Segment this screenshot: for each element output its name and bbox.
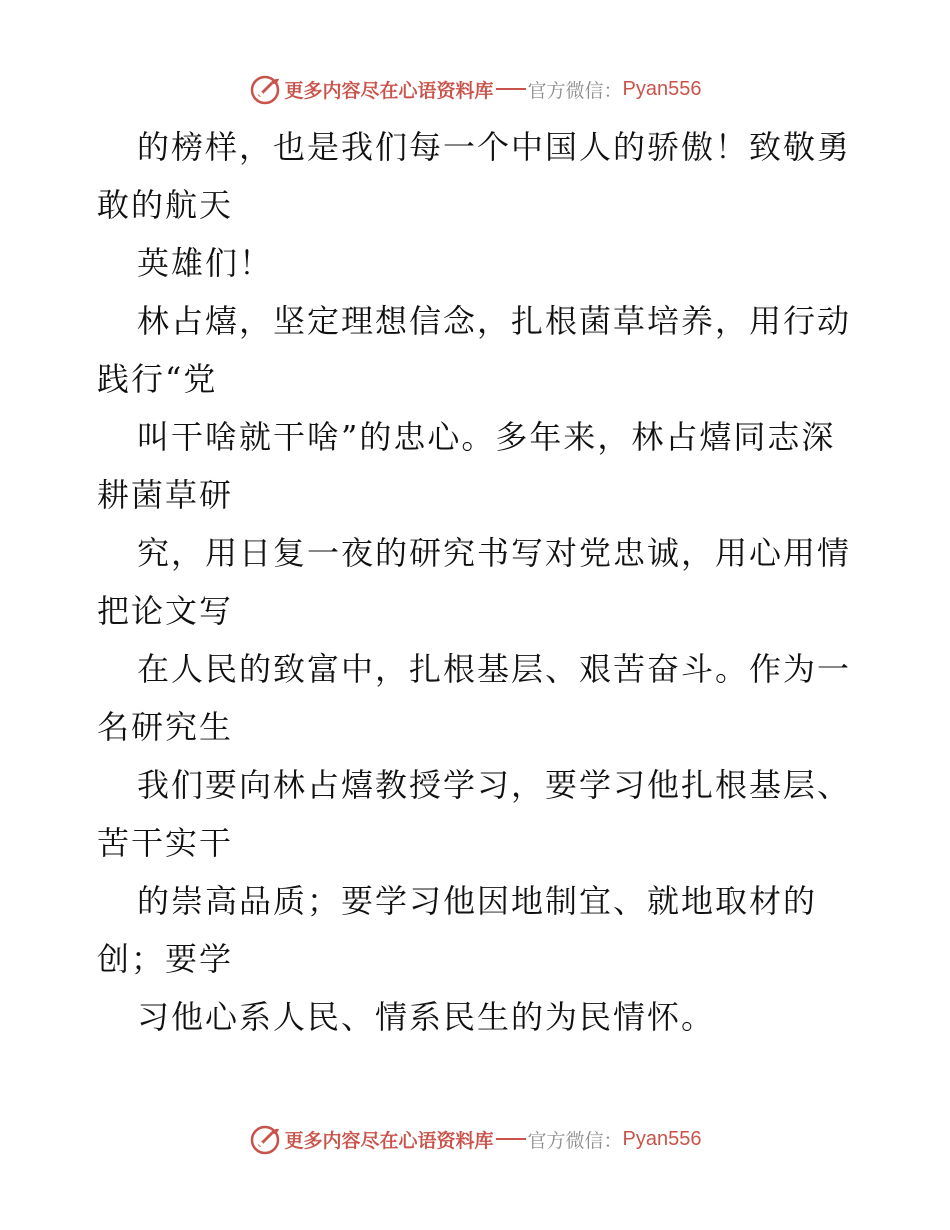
paragraph-line: 在人民的致富中，扎根基层、艰苦奋斗。作为一 (137, 650, 852, 688)
header-banner (0, 72, 950, 106)
paragraph-line: 敢的航天 (97, 186, 234, 224)
paragraph-line: 习他心系人民、情系民生的为民情怀。 (137, 998, 716, 1036)
footer-dash (496, 1138, 526, 1140)
quill-logo-icon (249, 1123, 281, 1155)
header-contact-label: 官方微信： (527, 79, 623, 102)
paragraph-line: 苦干实干 (97, 824, 234, 862)
paragraph-line: 创；要学 (97, 940, 234, 978)
paragraph-line: 林占熺，坚定理想信念，扎根菌草培养，用行动 (137, 302, 852, 340)
header-dash (496, 88, 526, 90)
footer-banner (0, 1122, 950, 1156)
quill-logo-icon (249, 73, 281, 105)
paragraph-line: 耕菌草研 (97, 476, 234, 514)
header-site-text: 更多内容尽在心语资料库 (284, 79, 494, 102)
paragraph-line: 把论文写 (97, 592, 234, 630)
footer-site-text: 更多内容尽在心语资料库 (284, 1129, 494, 1152)
paragraph-line: 的榜样，也是我们每一个中国人的骄傲！致敬勇 (137, 128, 852, 166)
document-body (97, 118, 857, 1046)
header-contact-handle: Pyan556 (622, 77, 702, 100)
paragraph-line: 践行“党 (97, 360, 218, 398)
footer-contact-label: 官方微信： (527, 1129, 623, 1152)
paragraph-line: 究，用日复一夜的研究书写对党忠诚，用心用情 (137, 534, 852, 572)
paragraph-line: 英雄们！ (137, 244, 274, 282)
paragraph-line: 的崇高品质；要学习他因地制宜、就地取材的 (137, 882, 818, 920)
paragraph-line: 我们要向林占熺教授学习，要学习他扎根基层、 (137, 766, 852, 804)
paragraph-line: 叫干啥就干啥”的忠心。多年来，林占熺同志深 (137, 418, 836, 456)
footer-contact-handle: Pyan556 (622, 1127, 702, 1150)
paragraph-line: 名研究生 (97, 708, 234, 746)
